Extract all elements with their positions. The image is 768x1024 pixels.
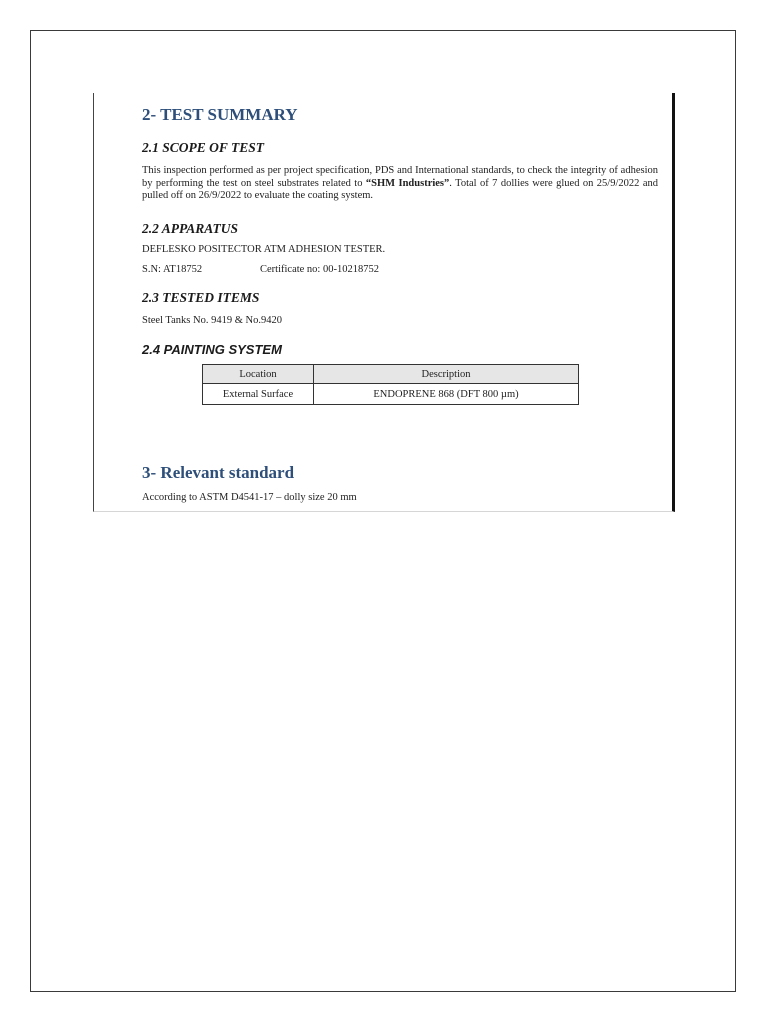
report-section xyxy=(93,93,675,512)
painting-system-table xyxy=(202,364,579,405)
tested-items-text: Steel Tanks No. 9419 & No.9420 xyxy=(142,315,282,326)
table-header-row xyxy=(203,365,579,384)
relevant-standard-title: 3- Relevant standard xyxy=(142,463,295,482)
client-name: “SHM Industries” xyxy=(365,177,450,189)
scope-paragraph xyxy=(142,165,658,203)
table-header-location: Location xyxy=(203,365,314,384)
table-header-description: Description xyxy=(314,365,579,384)
tested-items-heading: 2.3 TESTED ITEMS xyxy=(142,290,260,305)
table-row xyxy=(203,384,579,405)
painting-system-heading: 2.4 PAINTING SYSTEM xyxy=(142,342,282,357)
apparatus-heading: 2.2 APPARATUS xyxy=(142,221,239,236)
apparatus-certificate: Certificate no: 00-10218752 xyxy=(260,264,379,275)
scope-heading: 2.1 SCOPE OF TEST xyxy=(142,140,265,155)
apparatus-serial: S.N: AT18752 xyxy=(142,264,203,275)
table-cell-location: External Surface xyxy=(203,384,314,405)
test-summary-title: 2- TEST SUMMARY xyxy=(142,105,298,124)
apparatus-name: DEFLESKO POSITECTOR ATM ADHESION TESTER. xyxy=(142,244,386,255)
scope-text-before: This inspection performed as per project specification, PDS and International standards, to check the integrity of adhesion by performing the test on steel substrates related to xyxy=(142,165,658,189)
relevant-standard-text: According to ASTM D4541-17 – dolly size 20 mm xyxy=(142,492,357,503)
scope-text-after: . Total of 7 dollies were glued on 25/9/2022 and pulled off on 26/9/2022 to evaluate the coating system. xyxy=(142,177,658,201)
table-cell-description: ENDOPRENE 868 (DFT 800 µm) xyxy=(314,384,579,405)
